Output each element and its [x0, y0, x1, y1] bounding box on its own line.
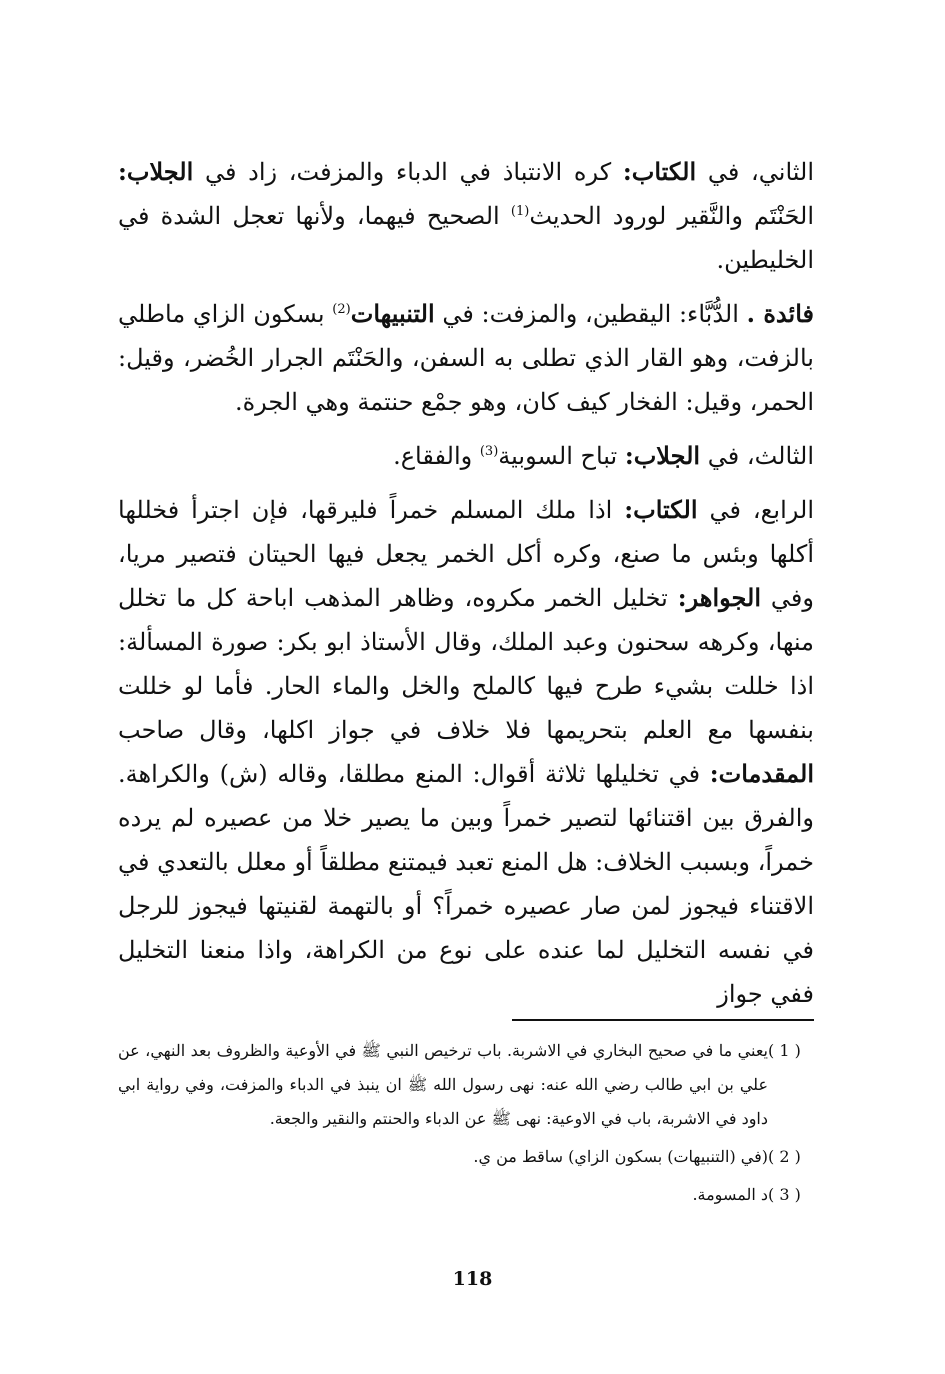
bold-term: المقدمات: [709, 759, 814, 788]
text-run: في تخليلها ثلاثة أقوال: المنع مطلقا، وقاله (ش) والكراهة. والفرق بين اقتنائها لتصير خمراً وبين ما يصير خلا من عصيره لم يرده خمراً، وبسبب الخلاف: هل المنع تعبد فيمتنع مطلقاً أو معلل بالتعدي في الاقتناء فيجوز لمن صار عصيره خمراً؟ أو بالتهمة لقنيتها فيجوز للرجل في نفسه التخليل لما عنده على نوع من الكراهة، واذا منعنا التخليل ففي جواز [118, 760, 814, 1008]
text-run: الرابع، في [697, 496, 815, 524]
text-run: تباح السوبية [498, 442, 625, 470]
bold-term: التنبيهات [350, 299, 435, 328]
text-run: الثالث، في [700, 442, 814, 470]
text-run: الدُّبَّاء: اليقطين، والمزفت: في [434, 300, 747, 328]
paragraph [118, 150, 814, 282]
text-run: والفقاع. [393, 442, 480, 470]
footnote-number: ( 1 ) [768, 1041, 801, 1060]
text-run: الحَنْتَم والنَّقير لورود الحديث [529, 202, 814, 230]
footnote-marker: (3) [479, 444, 499, 459]
footnote-text: د المسومة. [692, 1185, 768, 1204]
main-text [118, 150, 814, 1026]
text-run: الصحيح فيهما، ولأنها تعجل الشدة في الخليطين. [118, 202, 814, 274]
text-run: الثاني، في [696, 158, 814, 186]
bold-term: الجلاب: [118, 157, 194, 186]
footnote-separator [512, 1019, 814, 1021]
bold-term: فائدة . [746, 299, 814, 328]
bold-term: الجلاب: [624, 441, 701, 470]
footnote [118, 1034, 814, 1136]
paragraph [118, 434, 814, 478]
text-run: بسكون الزاي ماطلي بالزفت، وهو القار الذي تطلى به السفن، والحَنْتَم الجرار الخُضر، وقيل: الحمر، وقيل: الفخار كيف كان، وهو جمْع حنتمة وهي الجرة. [118, 300, 814, 416]
footnote-marker: (2) [332, 302, 351, 317]
page-number: 118 [452, 1268, 493, 1290]
text-run: كره الانتباذ في الدباء والمزفت، زاد في [193, 158, 623, 186]
footnotes [118, 1034, 814, 1216]
bold-term: الكتاب: [622, 157, 697, 186]
bold-term: الكتاب: [624, 495, 698, 524]
paragraph [118, 292, 814, 424]
text-run: اذا ملك المسلم خمراً فليرقها، فإن اجترأ فخللها أكلها وبئس ما صنع، وكره أكل الخمر يجعل فيها الحيتان فتصير مريا، وفي [118, 496, 814, 612]
footnote-number: ( 3 ) [768, 1185, 801, 1204]
footnote-number: ( 2 ) [768, 1147, 801, 1166]
footnote [118, 1178, 814, 1212]
footnote-marker: (1) [510, 204, 530, 219]
footnote-text: (في (التنبيهات) بسكون الزاي) ساقط من ي. [473, 1147, 768, 1166]
footnote [118, 1140, 814, 1174]
footnote-text: يعني ما في صحيح البخاري في الاشربة. باب ترخيص النبي ﷺ في الأوعية والظروف بعد النهي، عن علي بن ابي طالب رضي الله عنه: نهى رسول الله ﷺ ان ينبذ في الدباء والمزفت، وفي رواية ابي داود في الاشربة، باب في الاوعية: نهى ﷺ عن الدباء والحنتم والنقير والجعة. [118, 1041, 768, 1128]
bold-term: الجواهر: [677, 583, 761, 612]
paragraph [118, 488, 814, 1016]
text-run: تخليل الخمر مكروه، وظاهر المذهب اباحة كل ما تخلل منها، وكرهه سحنون وعبد الملك، وقال الأستاذ ابو بكر: صورة المسألة: اذا خللت بشيء طرح فيها كالملح والخل والماء الحار. فأما لو خللت بنفسها مع العلم بتحريمها فلا خلاف في جواز اكلها، وقال صاحب [118, 584, 814, 744]
